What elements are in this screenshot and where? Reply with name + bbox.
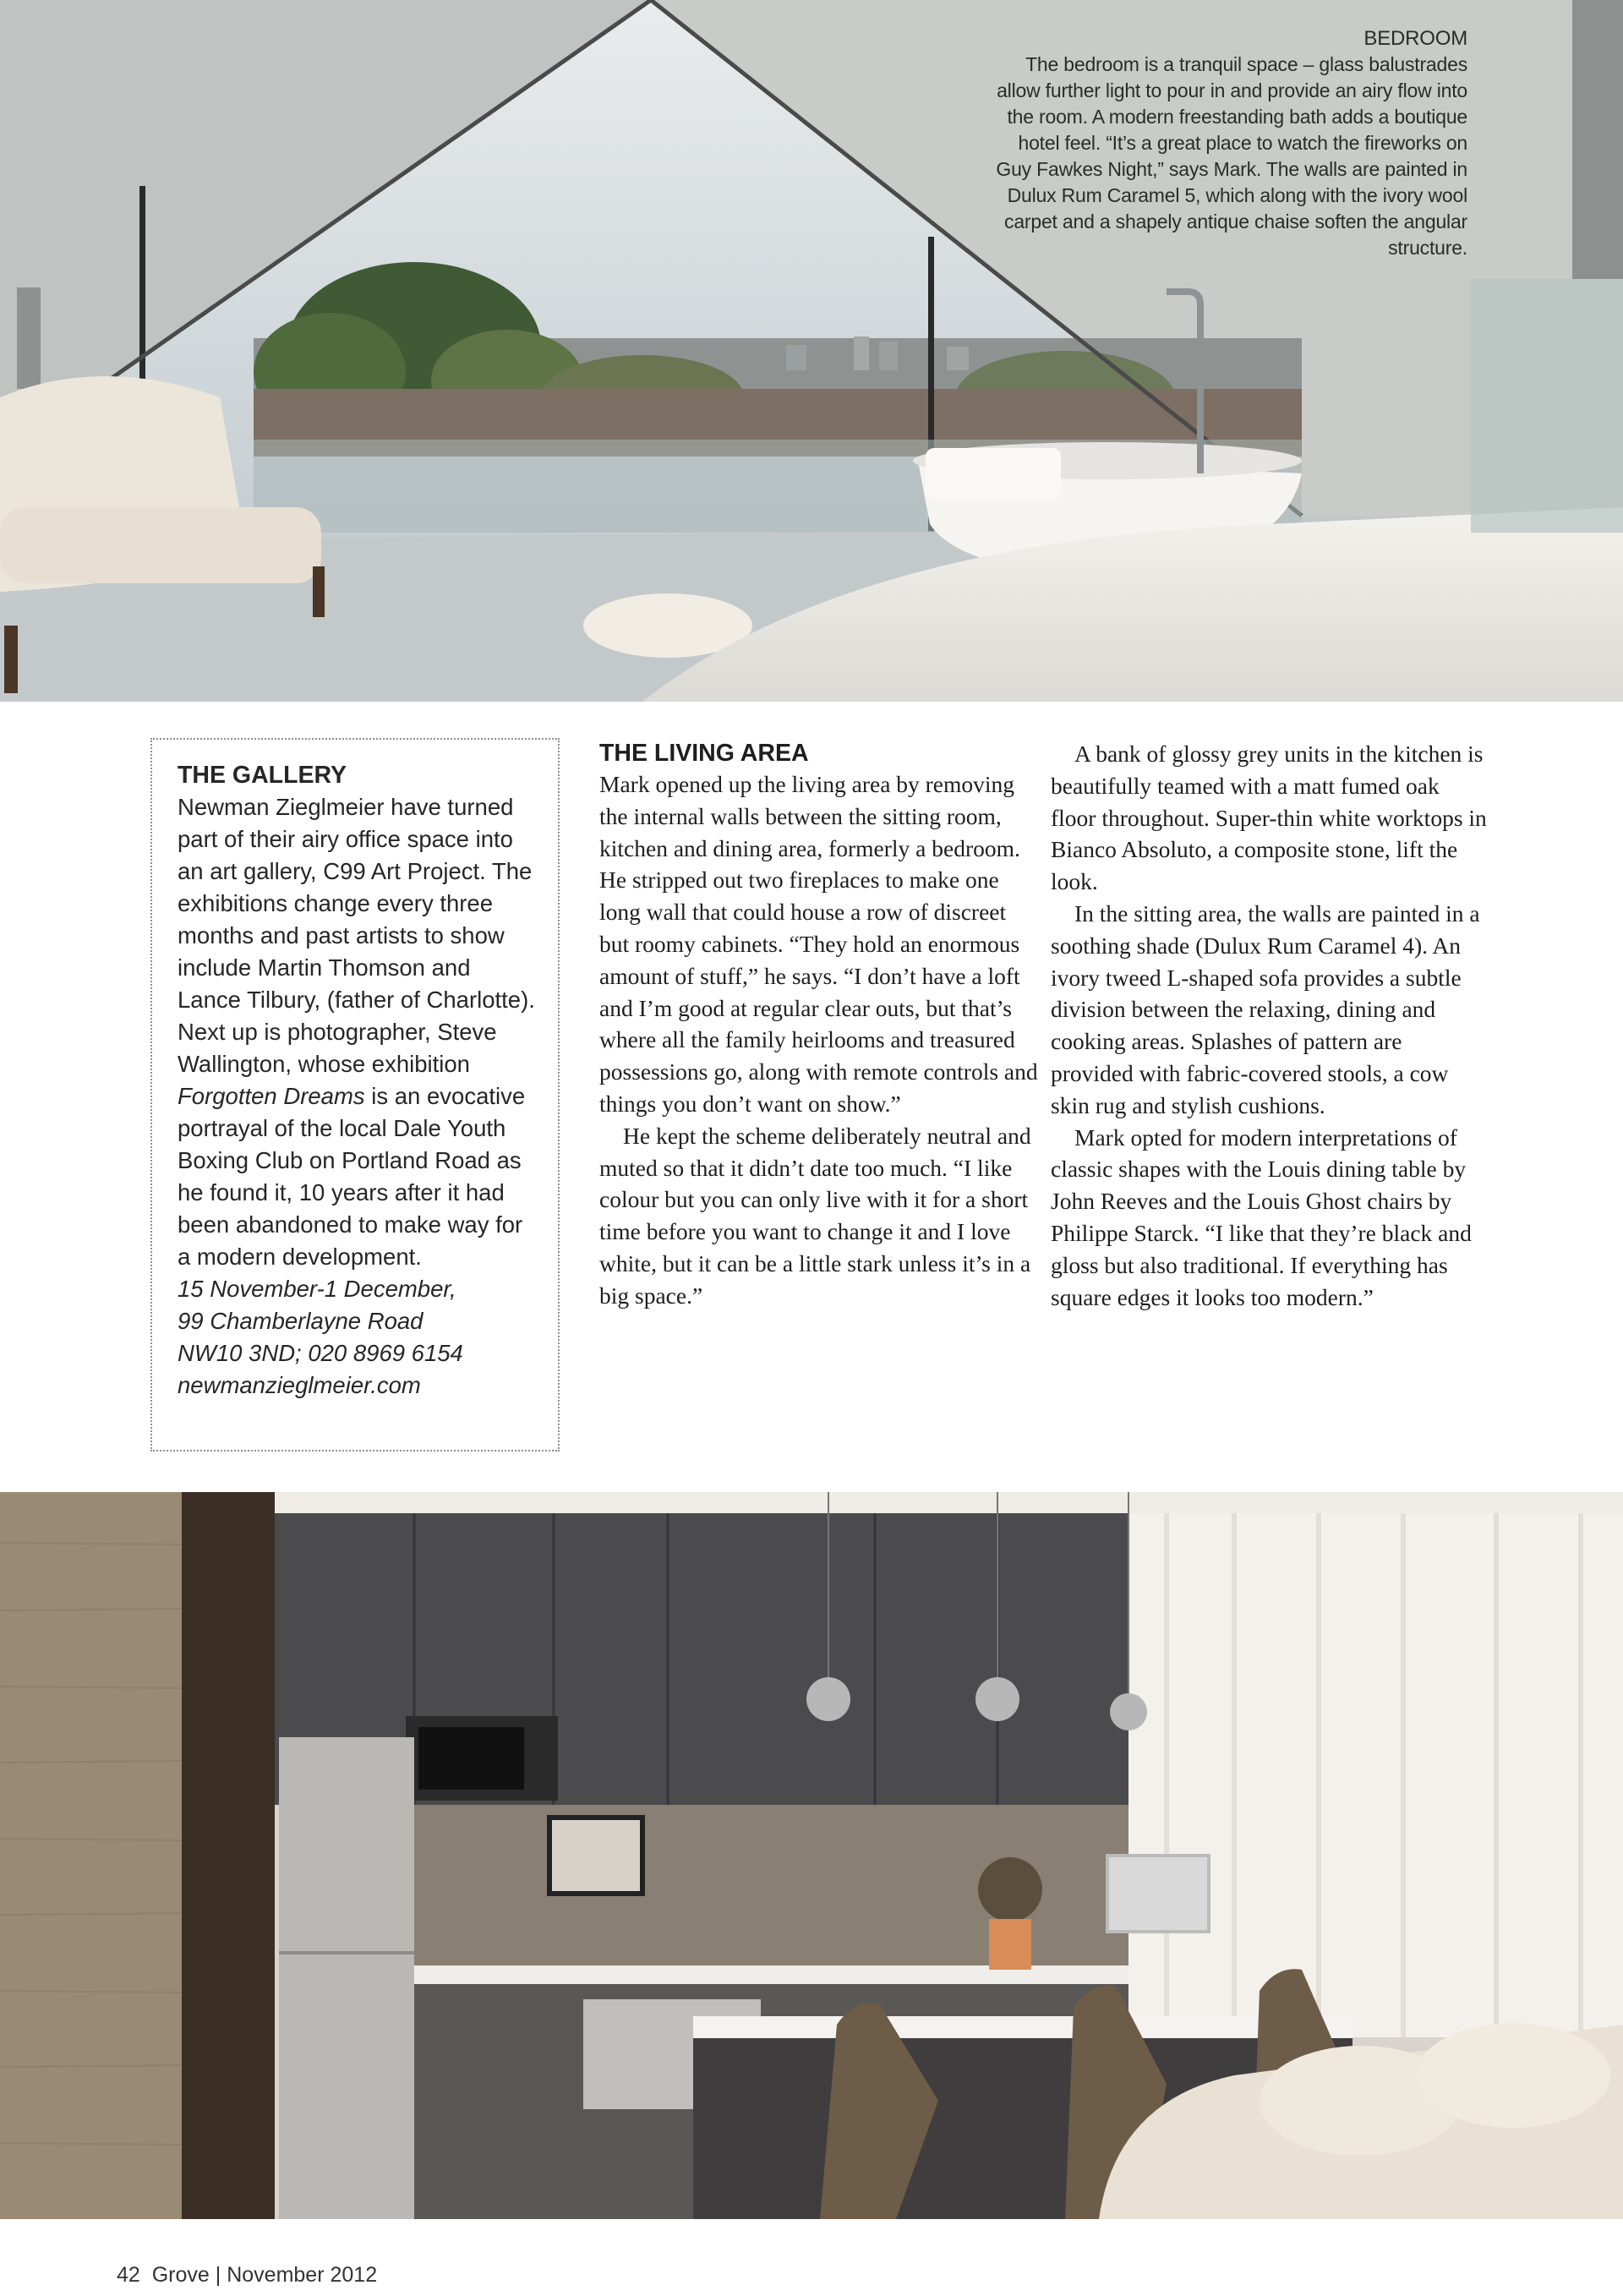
page-folio (117, 2262, 377, 2288)
gallery-dates: 15 November-1 December, (178, 1276, 456, 1302)
living-area-para-1: Mark opened up the living area by removing the internal walls between the sitting room, kitchen and dining area, formerly a bedroom. He stripped out two fireplaces to make one long wall that could house a row of discreet but roomy cabinets. “They hold an enormous amount of stuff,” he says. “I don’t have a loft and I’m good at regular clear outs, but that’s where all the family heirlooms and treasured possessions go, along with remote controls and things you don’t want on show.” (599, 771, 1038, 1117)
kitchen-column (1051, 738, 1490, 1313)
kitchen-para-1: A bank of glossy grey units in the kitchen is beautifully teamed with a matt fumed oak floor throughout. Super-thin white worktops in Bianco Absoluto, a composite stone, lift the look. (1051, 741, 1487, 895)
living-area-column (599, 738, 1039, 1312)
kitchen-para-2: In the sitting area, the walls are painted in a soothing shade (Dulux Rum Caramel 4). An ivory tweed L-shaped sofa provides a subtle division between the relaxing, dining and cooking areas. Splashes of pattern are provided with fabric-covered stools, a cow skin rug and stylish cushions. (1051, 899, 1480, 1118)
gallery-body-2: is an evocative portrayal of the local Dale Youth Boxing Club on Portland Road as he found it, 10 years after it had been abandoned to make way for a modern development. (178, 1083, 526, 1270)
living-area-para-2: He kept the scheme deliberately neutral and muted so that it didn’t date too much. “I like colour but you can only live with it for a short time before you want to change it and I love white, but it can be a little stark unless it’s in a big space.” (599, 1122, 1031, 1309)
issue-date: November 2012 (227, 2263, 378, 2287)
kitchen-para-3: Mark opted for modern interpretations of classic shapes with the Louis dining table by John Reeves and the Louis Ghost chairs by Philippe Starck. “I like that they’re black and gloss but also traditional. If everything has square edges it looks too modern.” (1051, 1123, 1472, 1310)
gallery-sidebar (150, 738, 560, 1451)
exhibition-title: Forgotten Dreams (178, 1083, 365, 1109)
bedroom-caption (994, 25, 1467, 261)
bedroom-photo (0, 0, 1623, 702)
gallery-address: 99 Chamberlayne Road (178, 1308, 424, 1334)
bedroom-caption-title: BEDROOM (1363, 27, 1467, 50)
kitchen-illustration (0, 1492, 1623, 2219)
gallery-postcode-phone: NW10 3ND; 020 8969 6154 (178, 1340, 463, 1366)
kitchen-photo (0, 1492, 1623, 2219)
page-number: 42 (117, 2263, 140, 2287)
living-area-heading: THE LIVING AREA (599, 740, 809, 767)
gallery-heading: THE GALLERY (178, 762, 347, 789)
gallery-website: newmanzieglmeier.com (178, 1372, 421, 1398)
folio-separator: | (215, 2263, 221, 2287)
magazine-name: Grove (151, 2263, 210, 2287)
gallery-body-1: Newman Zieglmeier have turned part of their airy office space into an art gallery, C99 Art Project. The exhibitions change every three months and past artists to show include Martin Thomson and Lance Tilbury, (father of Charlotte). Next up is photographer, Steve Wallington, whose exhibition (178, 794, 535, 1077)
bedroom-caption-text: The bedroom is a tranquil space – glass balustrades allow further light to pour in and provide an airy flow into the room. A modern freestanding bath adds a boutique hotel feel. “It’s a great place to watch the fireworks on Guy Fawkes Night,” says Mark. The walls are painted in Dulux Rum Caramel 5, which along with the ivory wool carpet and a shapely antique chaise soften the angular structure. (996, 53, 1467, 259)
gallery-body (178, 791, 536, 1273)
